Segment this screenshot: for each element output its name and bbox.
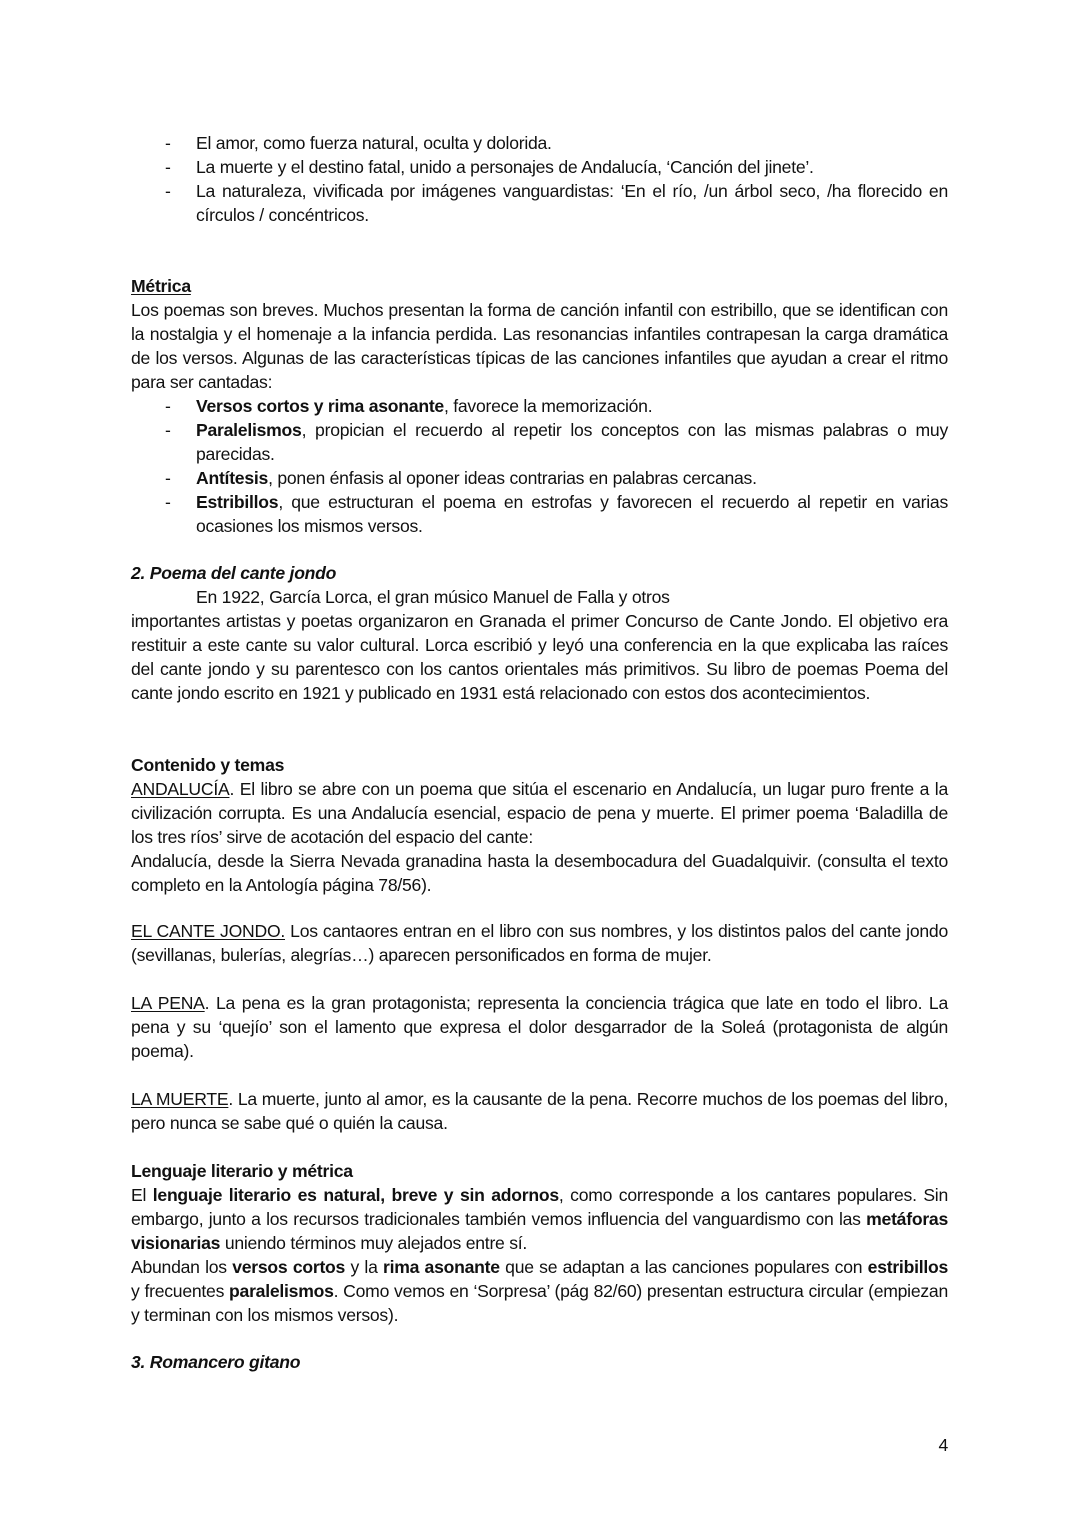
page-number: 4 [938,1435,948,1455]
paragraph [131,919,948,967]
text-run: Antítesis [196,468,269,488]
lenguaje-section [131,1159,948,1327]
metrica-section [131,274,948,538]
paragraph [131,1183,948,1255]
text-run: Métrica [131,276,191,296]
text-run: y frecuentes [131,1281,230,1301]
themes-list [131,131,948,227]
text-run: estribillos [867,1257,949,1277]
text-run: . El libro se abre con un poema que sitúa el escenario en Andalucía, un lugar puro frente a la civilización corrupta. Es una Andalucía esencial, espacio de pena y muerte. El primer poema ‘Baladilla de los tres ríos’ sirve de acotación del espacio del cante: [131,779,948,847]
text-run: Lenguaje literario y métrica [131,1161,353,1181]
text-run: , favorece la memorización. [443,396,653,416]
text-run: . Como vemos en ‘Sorpresa’ (pág 82/60) presentan estructura circular (empiezan y terminan con los mismos versos). [131,1281,948,1325]
bullet-dash: - [165,133,171,153]
text-run: , que estructuran el poema en estrofas y favorecen el recuerdo al repetir en varias ocasiones los mismos versos. [196,492,948,536]
bullet-dash: - [165,396,171,416]
text-run: metáforas visionarias [131,1209,948,1253]
paragraph [131,561,948,585]
text-run: , ponen énfasis al oponer ideas contrarias en palabras cercanas. [268,468,757,488]
cante-jondo-section [131,561,948,705]
paragraph [131,849,948,897]
text-run: LA PENA [131,993,205,1013]
text-run: 2. Poema del cante jondo [131,563,337,583]
bullet-dash: - [165,420,171,440]
paragraph [131,1159,948,1183]
list-item [131,466,948,490]
text-run: En 1922, García Lorca, el gran músico Manuel de Falla y otros [196,587,670,607]
list-item [131,179,948,227]
text-run: La naturaleza, vivificada por imágenes vanguardistas: ‘En el río, /un árbol seco, /ha florecido en círculos / concéntricos. [196,181,948,225]
paragraph [131,991,948,1063]
text-run: Versos cortos y rima asonante [196,396,444,416]
text-run: Estribillos [196,492,279,512]
text-run: Abundan los [131,1257,233,1277]
bullet-dash: - [165,468,171,488]
text-run: . La pena es la gran protagonista; representa la conciencia trágica que late en todo el libro. La pena y su ‘quejío’ son el lamento que expresa el dolor desgarrador de la Soleá (protagonista de algún poema). [131,993,948,1061]
text-run: , propician el recuerdo al repetir los conceptos con las mismas palabras o muy parecidas. [196,420,948,464]
text-run: uniendo términos muy alejados entre sí. [220,1233,528,1253]
muerte-paragraph [131,1087,948,1135]
text-run: El amor, como fuerza natural, oculta y dolorida. [196,133,552,153]
paragraph [131,1087,948,1135]
contenido-temas-section [131,753,948,897]
text-run: . La muerte, junto al amor, es la causante de la pena. Recorre muchos de los poemas del libro, pero nunca se sabe qué o quién la causa. [131,1089,948,1133]
text-run: lenguaje literario es natural, breve y sin adornos [152,1185,559,1205]
text-run: LA MUERTE [131,1089,229,1109]
text-run: El [131,1185,153,1205]
list-item [131,418,948,466]
text-run: que se adaptan a las canciones populares con [499,1257,868,1277]
text-run: y la [345,1257,383,1277]
bullet-dash: - [165,181,171,201]
paragraph [131,777,948,849]
text-run: paralelismos [229,1281,334,1301]
paragraph [131,1255,948,1327]
bullet-dash: - [165,157,171,177]
text-run: importantes artistas y poetas organizaron en Granada el primer Concurso de Cante Jondo. El objetivo era restituir a este cante su valor cultural. Lorca escribió y leyó una conferencia en la que explicaba las raíces del cante jondo y su parentesco con los cantos orientales más primitivos. Su libro de poemas Poema del cante jondo escrito en 1921 y publicado en 1931 está relacionado con estos dos acontecimientos. [131,611,948,703]
list-item [131,155,948,179]
paragraph [131,274,948,298]
list-item [131,131,948,155]
list-item [131,490,948,538]
text-run: La muerte y el destino fatal, unido a personajes de Andalucía, ‘Canción del jinete’. [196,157,814,177]
text-run: versos cortos [232,1257,346,1277]
text-run: , como corresponde a los cantares populares. Sin embargo, junto a los recursos tradicionales también vemos influencia del vanguardismo con las [131,1185,948,1229]
text-run: Los poemas son breves. Muchos presentan la forma de canción infantil con estribillo, que se identifican con la nostalgia y el homenaje a la infancia perdida. Las resonancias infantiles contrapesan la carga dramática de los versos. Algunas de las características típicas de las canciones infantiles que ayudan a crear el ritmo para ser cantadas: [131,300,948,392]
text-run: ANDALUCÍA [131,779,230,799]
cante-jondo-paragraph [131,919,948,967]
romancero-heading-block [131,1350,948,1374]
text-run: 3. Romancero gitano [131,1352,301,1372]
pena-paragraph [131,991,948,1063]
text-run: Los cantaores entran en el libro con sus nombres, y los distintos palos del cante jondo (sevillanas, bulerías, alegrías…) aparecen personificados en forma de mujer. [131,921,948,965]
list-item [131,394,948,418]
bullet-dash: - [165,492,171,512]
text-run: Contenido y temas [131,755,285,775]
paragraph [131,298,948,394]
text-run: Andalucía, desde la Sierra Nevada granadina hasta la desembocadura del Guadalquivir. (consulta el texto completo en la Antología página 78/56). [131,851,948,895]
paragraph [131,585,948,609]
paragraph [131,753,948,777]
paragraph [131,1350,948,1374]
text-run: rima asonante [382,1257,500,1277]
text-run: Paralelismos [196,420,302,440]
text-run: EL CANTE JONDO. [131,921,286,941]
paragraph [131,609,948,705]
